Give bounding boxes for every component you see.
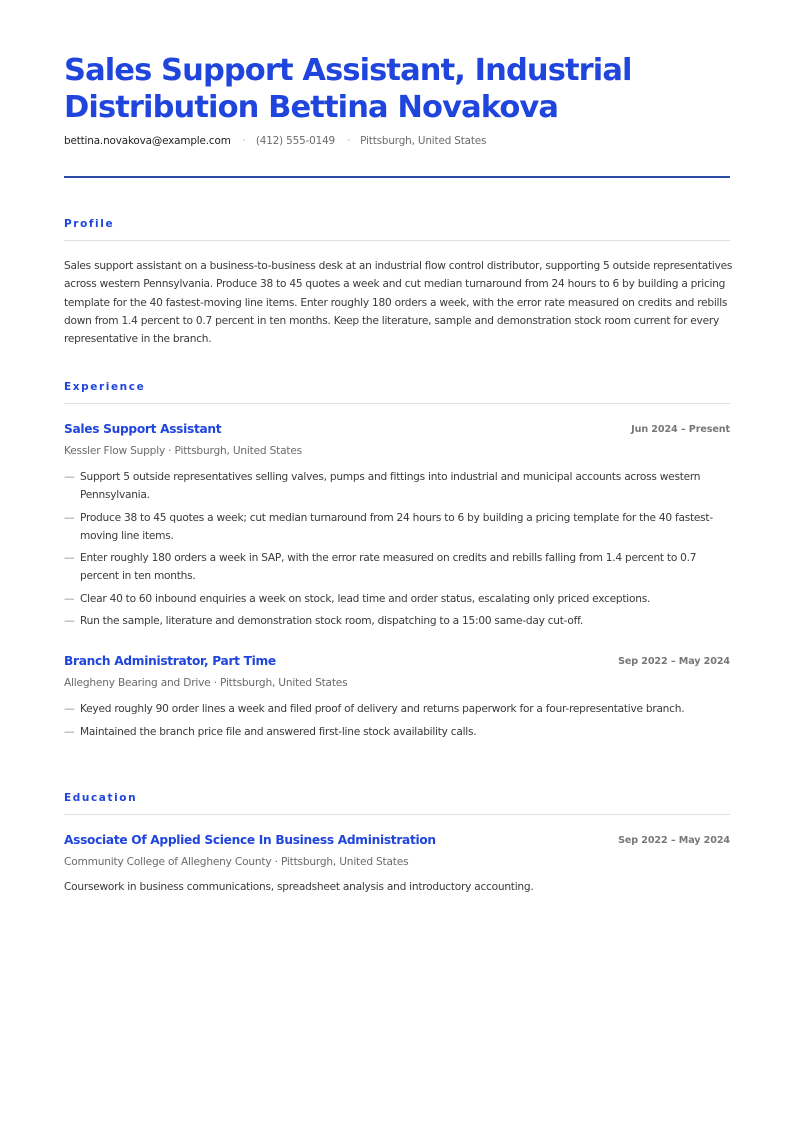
experience-heading: Experience: [64, 381, 146, 393]
contact-separator: ·: [347, 135, 351, 147]
degree-title: Associate Of Applied Science In Business Administration: [64, 833, 436, 847]
contact-phone: (412) 555-0149: [255, 135, 335, 147]
job-header: [64, 654, 730, 670]
bullet-marker: —: [64, 592, 75, 605]
bullet-marker: —: [64, 471, 75, 483]
contact-location: Pittsburgh, United States: [360, 135, 487, 147]
education-heading: Education: [64, 792, 138, 804]
job-bullet: — Produce 38 to 45 quotes a week; cut median turnaround from 24 hours to 6 by building a pricing template for the 40 fastest-moving line items.: [64, 509, 724, 545]
job-bullet: — Support 5 outside representatives selling valves, pumps and fittings into industrial and municipal accounts across western Pennsylvania.: [64, 468, 724, 504]
education-dates: Sep 2022 – May 2024: [618, 835, 730, 846]
bullet-marker: —: [64, 725, 75, 738]
job-bullet: — Run the sample, literature and demonstration stock room, dispatching to a 15:00 same-day cut-off.: [64, 612, 724, 630]
contact-email: bettina.novakova@example.com: [64, 135, 231, 147]
job-bullets: [64, 700, 724, 745]
profile-summary: Sales support assistant on a business-to-business desk at an industrial flow control distributor, supporting 5 outside representatives across western Pennsylvania. Produce 38 to 45 quotes a week and cut median turnaround from 24 hours to 6 by building a pricing template for the 40 fastest-moving line items. Enter roughly 180 orders a week, with the error rate measured on credits and rebills down from 1.4 percent to 0.7 percent in ten months. Keep the literature, sample and demonstration stock room current for every representative in the branch.: [64, 260, 733, 346]
resume-title: Sales Support Assistant, Industrial Distribution Bettina Novakova: [64, 53, 632, 125]
bullet-marker: —: [64, 703, 75, 715]
job-header: [64, 422, 730, 438]
job-title: Branch Administrator, Part Time: [64, 654, 276, 668]
bullet-marker: —: [64, 552, 75, 564]
profile-divider: [64, 240, 730, 241]
job-employer: Allegheny Bearing and Drive · Pittsburgh, United States: [64, 677, 348, 689]
contact-line: [64, 134, 486, 148]
job-bullet: — Keyed roughly 90 order lines a week and filed proof of delivery and returns paperwork for a four-representative branch.: [64, 700, 724, 718]
experience-divider: [64, 403, 730, 404]
job-bullet: — Maintained the branch price file and answered first-line stock availability calls.: [64, 723, 724, 741]
profile-heading: Profile: [64, 218, 115, 230]
job-dates: Sep 2022 – May 2024: [618, 656, 730, 667]
job-dates: Jun 2024 – Present: [631, 424, 730, 435]
job-bullets: [64, 468, 724, 635]
bullet-marker: —: [64, 615, 75, 627]
job-bullet: — Enter roughly 180 orders a week in SAP, with the error rate measured on credits and rebills falling from 1.4 percent to 0.7 percent in ten months.: [64, 549, 724, 585]
education-institution: Community College of Allegheny County · Pittsburgh, United States: [64, 856, 409, 868]
education-divider: [64, 814, 730, 815]
contact-separator: ·: [242, 135, 246, 147]
education-description: Coursework in business communications, spreadsheet analysis and introductory accounting.: [64, 881, 534, 893]
job-bullet: — Clear 40 to 60 inbound enquiries a week on stock, lead time and order status, escalating only priced exceptions.: [64, 590, 724, 608]
bullet-marker: —: [64, 511, 75, 524]
job-employer: Kessler Flow Supply · Pittsburgh, United States: [64, 445, 302, 457]
header-divider: [64, 176, 730, 178]
job-title: Sales Support Assistant: [64, 422, 222, 436]
education-header: [64, 833, 730, 849]
